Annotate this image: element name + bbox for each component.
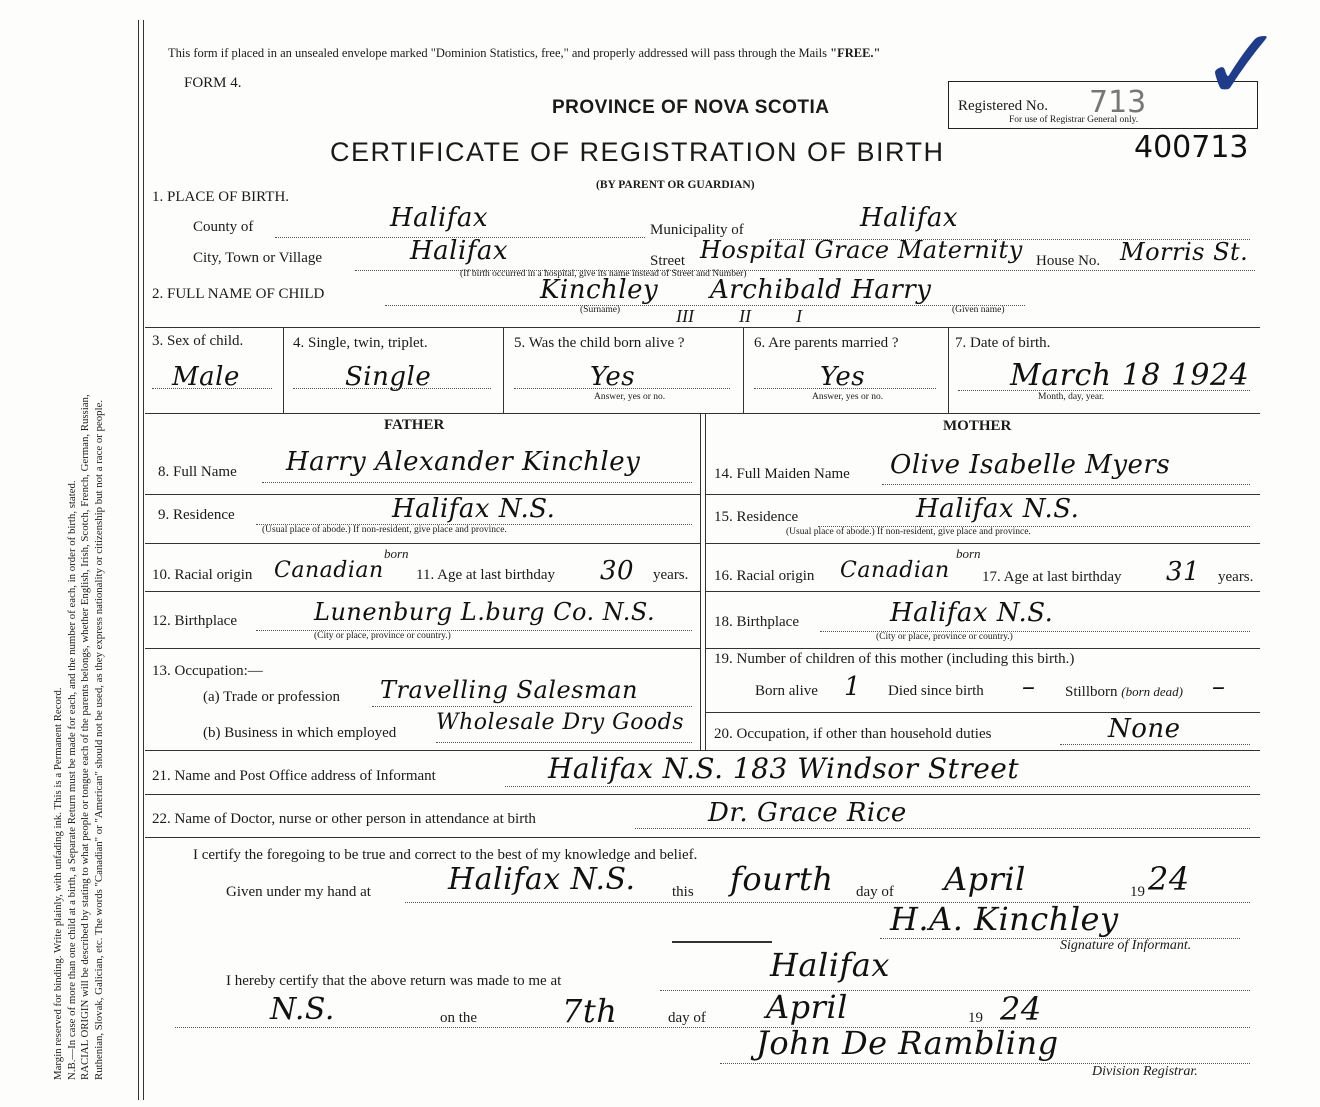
signature-label: Signature of Informant. bbox=[1060, 938, 1192, 953]
mother-birthplace-value: Halifax N.S. bbox=[890, 598, 1054, 628]
mother-residence-note: (Usual place of abode.) If non-resident, give place and province. bbox=[786, 527, 1031, 537]
registrar-day-of: day of bbox=[668, 1010, 706, 1026]
municipality-label: Municipality of bbox=[650, 222, 744, 238]
mother-racial-label: 16. Racial origin bbox=[714, 568, 815, 584]
father-occupation-label: 13. Occupation:— bbox=[152, 663, 263, 679]
business-label: (b) Business in which employed bbox=[203, 725, 397, 741]
margin-rule-outer bbox=[138, 20, 139, 1100]
married-note: Answer, yes or no. bbox=[812, 392, 884, 402]
margin-rule-inner bbox=[143, 20, 144, 1100]
mother-heading: MOTHER bbox=[943, 418, 1012, 434]
registered-value: 713 bbox=[1089, 85, 1147, 120]
alive-value: Yes bbox=[590, 362, 636, 392]
alive-line bbox=[514, 388, 730, 389]
registrar-day: 7th bbox=[562, 992, 618, 1030]
rule-parents-divider-2 bbox=[705, 413, 706, 750]
rule-22-top bbox=[145, 794, 1260, 795]
form-number: FORM 4. bbox=[184, 75, 242, 91]
father-birthplace-label: 12. Birthplace bbox=[152, 613, 237, 629]
stamp-number: 400713 bbox=[1134, 130, 1249, 165]
registrar-note: For use of Registrar General only. bbox=[1009, 115, 1139, 125]
certify-statement: I certify the foregoing to be true and correct to the best of my knowledge and belief. bbox=[193, 847, 698, 863]
rule-m4 bbox=[705, 648, 1260, 649]
rule-m2 bbox=[705, 543, 1260, 544]
city-label: City, Town or Village bbox=[193, 250, 323, 266]
plurality-label: 4. Single, twin, triplet. bbox=[293, 335, 428, 351]
sex-label: 3. Sex of child. bbox=[152, 333, 244, 349]
rule-row3-v3 bbox=[743, 327, 744, 413]
county-value: Halifax bbox=[390, 203, 489, 233]
child-given-name: Archibald Harry bbox=[710, 275, 932, 305]
children-label: 19. Number of children of this mother (including this birth.) bbox=[714, 651, 1075, 667]
registrar-date-line bbox=[175, 1027, 1250, 1028]
city-value: Halifax bbox=[410, 236, 509, 266]
father-heading: FATHER bbox=[384, 417, 445, 433]
given-line bbox=[405, 902, 1250, 903]
hospital-note: (If birth occurred in a hospital, give its name instead of Street and Number) bbox=[460, 269, 747, 279]
father-racial-mark: born bbox=[384, 546, 409, 561]
business-line bbox=[436, 742, 692, 743]
cert-month: April bbox=[944, 860, 1026, 898]
cert-year: 24 bbox=[1148, 860, 1190, 898]
house-label: House No. bbox=[1036, 253, 1101, 269]
county-label: County of bbox=[193, 219, 254, 235]
rule-f2 bbox=[145, 543, 700, 544]
birth-date-note: Month, day, year. bbox=[1038, 392, 1105, 402]
alive-note: Answer, yes or no. bbox=[594, 392, 666, 402]
father-age-unit: years. bbox=[653, 567, 689, 583]
birth-date-line bbox=[958, 390, 1250, 391]
sex-value: Male bbox=[172, 362, 240, 392]
mail-notice: This form if placed in an unsealed envelope marked "Dominion Statistics, free," and properly addressed will pass through the Mails "FREE." bbox=[168, 46, 881, 60]
mother-name-value: Olive Isabelle Myers bbox=[890, 450, 1171, 480]
rule-row3-v2 bbox=[503, 327, 504, 413]
father-name-line bbox=[262, 482, 692, 483]
father-racial-label: 10. Racial origin bbox=[152, 567, 253, 583]
doctor-label: 22. Name of Doctor, nurse or other person in attendance at birth bbox=[152, 811, 536, 827]
mail-free: "FREE." bbox=[830, 46, 881, 60]
father-birthplace-note: (City or place, province or country.) bbox=[314, 631, 451, 641]
plurality-line bbox=[293, 388, 491, 389]
child-name-label: 2. FULL NAME OF CHILD bbox=[152, 286, 325, 302]
rule-row3-v4 bbox=[948, 327, 949, 413]
check-mark-icon: ✓ bbox=[1200, 6, 1284, 123]
municipality-value: Halifax bbox=[860, 203, 959, 233]
mother-occupation-label: 20. Occupation, if other than household duties bbox=[714, 726, 992, 742]
registrar-statement: I hereby certify that the above return was made to me at bbox=[226, 973, 562, 989]
died-label: Died since birth bbox=[888, 683, 984, 699]
informant-line bbox=[505, 786, 1250, 787]
doctor-value: Dr. Grace Rice bbox=[708, 798, 907, 828]
cert-year-prefix: 19 bbox=[1130, 884, 1145, 900]
father-name-label: 8. Full Name bbox=[158, 464, 237, 480]
mother-residence-value: Halifax N.S. bbox=[916, 494, 1080, 524]
doctor-line bbox=[635, 828, 1250, 829]
rule-m5 bbox=[705, 712, 1260, 713]
registrar-month: April bbox=[766, 988, 848, 1026]
given-name-note: (Given name) bbox=[952, 305, 1005, 315]
trade-value: Travelling Salesman bbox=[380, 676, 638, 704]
trade-label: (a) Trade or profession bbox=[203, 689, 341, 705]
trade-line bbox=[372, 706, 692, 707]
page-subtitle: (BY PARENT OR GUARDIAN) bbox=[596, 179, 755, 191]
street-value: Hospital Grace Maternity bbox=[700, 236, 1023, 264]
rule-row3-bottom bbox=[145, 413, 1260, 414]
on-the-label: on the bbox=[440, 1010, 478, 1026]
business-value: Wholesale Dry Goods bbox=[436, 710, 685, 735]
day-of-label: day of bbox=[856, 884, 894, 900]
mother-name-line bbox=[882, 484, 1250, 485]
margin-line-3: RACIAL ORIGIN will be described by stating to what people or tongue each of the parents belongs, whether English, Irish, Scotch, French, German, Russian, bbox=[79, 394, 91, 1080]
registrar-line2: N.S. bbox=[270, 992, 335, 1027]
informant-label: 21. Name and Post Office address of Informant bbox=[152, 768, 436, 784]
page-title: CERTIFICATE OF REGISTRATION OF BIRTH bbox=[330, 137, 945, 167]
mother-name-label: 14. Full Maiden Name bbox=[714, 466, 850, 482]
pen-stroke bbox=[672, 941, 772, 943]
margin-line-2: N.B.—In case of more than one child at a birth, a Separate Return must be made for each, and the number of each, in order of birth, stated. bbox=[65, 480, 78, 1080]
rule-row3-top bbox=[145, 327, 1260, 328]
father-name-value: Harry Alexander Kinchley bbox=[286, 447, 641, 477]
margin-instructions bbox=[52, 40, 106, 1080]
mother-age-value: 31 bbox=[1166, 557, 1201, 587]
informant-signature: H.A. Kinchley bbox=[890, 900, 1119, 938]
father-racial-value: Canadian bbox=[274, 558, 384, 583]
street-label: Street bbox=[650, 253, 685, 269]
registrar-place-line bbox=[660, 990, 1250, 991]
father-birthplace-value: Lunenburg L.burg Co. N.S. bbox=[314, 598, 656, 626]
margin-line-1: Margin reserved for binding. Write plainly, with unfading ink. This is a Permanent Record. bbox=[52, 687, 64, 1080]
registrar-year-prefix: 19 bbox=[968, 1010, 983, 1026]
mother-age-unit: years. bbox=[1218, 569, 1254, 585]
died-value: – bbox=[1022, 672, 1036, 702]
stillborn-label bbox=[1065, 684, 1183, 701]
mother-birthplace-label: 18. Birthplace bbox=[714, 614, 799, 630]
married-value: Yes bbox=[820, 362, 866, 392]
house-value: Morris St. bbox=[1120, 238, 1249, 266]
registrar-year: 24 bbox=[1000, 990, 1042, 1028]
mother-occupation-line bbox=[1060, 744, 1250, 745]
birth-date-label: 7. Date of birth. bbox=[955, 335, 1051, 351]
informant-value: Halifax N.S. 183 Windsor Street bbox=[548, 752, 1020, 785]
mother-birthplace-note: (City or place, province or country.) bbox=[876, 632, 1013, 642]
mother-occupation-value: None bbox=[1108, 714, 1181, 744]
alive-label: 5. Was the child born alive ? bbox=[514, 335, 685, 351]
place-heading: 1. PLACE OF BIRTH. bbox=[152, 189, 290, 205]
margin-line-4: Ruthenian, Slovak, Galician, etc. The words "Canadian" or "American" should not be used, as they express nationality or citizenship but not a race or people. bbox=[92, 399, 105, 1080]
mother-racial-value: Canadian bbox=[840, 558, 950, 583]
born-alive-label: Born alive bbox=[755, 683, 818, 699]
married-line bbox=[754, 388, 936, 389]
stillborn-text: Stillborn bbox=[1065, 684, 1118, 700]
registered-label: Registered No. bbox=[958, 98, 1048, 114]
given-place: Halifax N.S. bbox=[448, 862, 636, 897]
rule-f4 bbox=[145, 648, 700, 649]
father-age-label: 11. Age at last birthday bbox=[416, 567, 555, 583]
stillborn-note: (born dead) bbox=[1121, 684, 1184, 699]
stillborn-value: – bbox=[1212, 672, 1226, 702]
given-label: Given under my hand at bbox=[226, 884, 371, 900]
province-title: PROVINCE OF NOVA SCOTIA bbox=[552, 97, 830, 118]
rule-f3 bbox=[145, 591, 700, 592]
plurality-value: Single bbox=[345, 362, 432, 392]
child-surname: Kinchley bbox=[540, 275, 659, 305]
rule-parents-divider bbox=[700, 413, 701, 750]
married-label: 6. Are parents married ? bbox=[754, 335, 899, 351]
mother-age-label: 17. Age at last birthday bbox=[982, 569, 1122, 585]
rule-21-top bbox=[145, 750, 1260, 751]
father-residence-note: (Usual place of abode.) If non-resident, give place and province. bbox=[262, 525, 507, 535]
father-age-value: 30 bbox=[600, 556, 635, 586]
born-alive-value: 1 bbox=[844, 672, 862, 702]
rule-cert-top bbox=[145, 837, 1260, 838]
birth-order-marks: III II I bbox=[676, 306, 802, 326]
registrar-signature-label: Division Registrar. bbox=[1092, 1064, 1198, 1079]
rule-m3 bbox=[705, 591, 1260, 592]
father-residence-value: Halifax N.S. bbox=[392, 494, 556, 524]
surname-note: (Surname) bbox=[580, 305, 621, 315]
father-residence-label: 9. Residence bbox=[158, 507, 235, 523]
mother-racial-mark: born bbox=[956, 546, 981, 561]
cert-day: fourth bbox=[730, 860, 834, 898]
mother-residence-label: 15. Residence bbox=[714, 509, 799, 525]
registrar-place: Halifax bbox=[770, 946, 890, 984]
rule-row3-v1 bbox=[283, 327, 284, 413]
registrar-signature: John De Rambling bbox=[756, 1024, 1059, 1062]
birth-date-value: March 18 1924 bbox=[1010, 358, 1250, 393]
sex-line bbox=[152, 388, 272, 389]
this-label: this bbox=[672, 884, 694, 900]
